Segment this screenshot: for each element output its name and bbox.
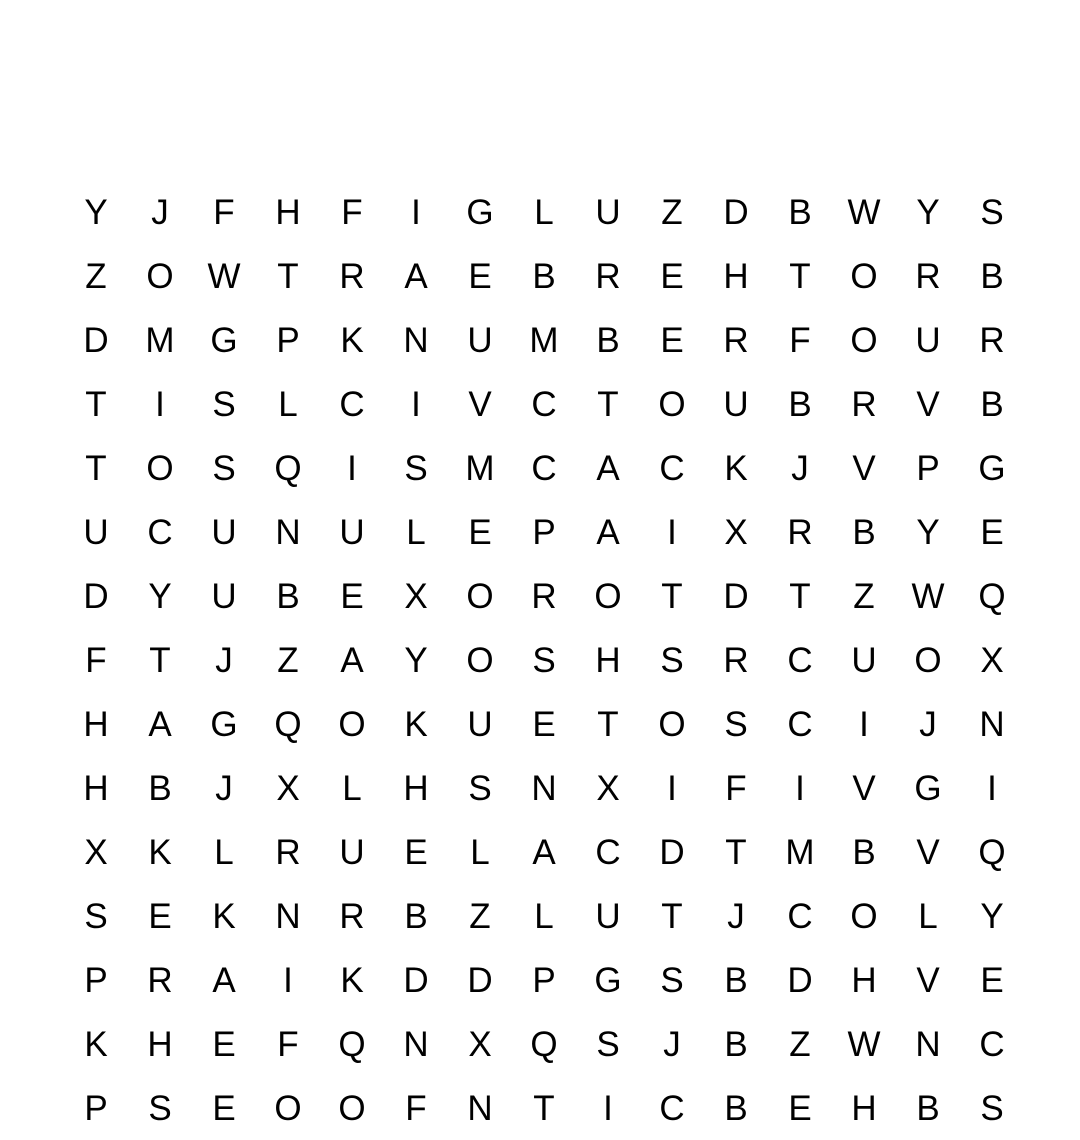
grid-cell[interactable]: I [347, 448, 357, 488]
grid-cell[interactable]: U [211, 576, 237, 616]
grid-cell[interactable]: T [661, 896, 683, 936]
grid-cell[interactable]: S [212, 448, 236, 488]
grid-cell[interactable]: C [595, 832, 621, 872]
grid-cell[interactable]: E [980, 960, 1004, 1000]
grid-cell[interactable]: K [84, 1024, 108, 1064]
grid-cell[interactable]: F [789, 320, 811, 360]
grid-cell[interactable]: G [466, 192, 494, 232]
grid-cell[interactable]: E [660, 256, 684, 296]
grid-cell[interactable]: F [405, 1088, 427, 1128]
grid-cell[interactable]: C [979, 1024, 1005, 1064]
grid-cell[interactable]: D [83, 320, 109, 360]
grid-cell[interactable]: Z [277, 640, 299, 680]
grid-cell[interactable]: H [147, 1024, 173, 1064]
grid-cell[interactable]: X [724, 512, 748, 552]
grid-cell[interactable]: U [339, 512, 365, 552]
grid-cell[interactable]: V [468, 384, 492, 424]
grid-cell[interactable]: I [667, 512, 677, 552]
grid-cell[interactable]: S [468, 768, 492, 808]
grid-cell[interactable]: D [403, 960, 429, 1000]
grid-cell[interactable]: G [914, 768, 942, 808]
grid-cell[interactable]: F [341, 192, 363, 232]
grid-cell[interactable]: N [275, 512, 301, 552]
grid-cell[interactable]: K [404, 704, 428, 744]
grid-cell[interactable]: J [215, 768, 233, 808]
grid-cell[interactable]: O [274, 1088, 302, 1128]
grid-cell[interactable]: B [404, 896, 428, 936]
grid-cell[interactable]: T [149, 640, 171, 680]
grid-cell[interactable]: M [145, 320, 175, 360]
grid-cell[interactable]: U [723, 384, 749, 424]
grid-cell[interactable]: C [787, 640, 813, 680]
grid-cell[interactable]: R [723, 320, 749, 360]
grid-cell[interactable]: A [212, 960, 236, 1000]
grid-cell[interactable]: I [411, 384, 421, 424]
grid-cell[interactable]: R [275, 832, 301, 872]
grid-cell[interactable]: Q [274, 704, 302, 744]
grid-cell[interactable]: K [340, 320, 364, 360]
grid-cell[interactable]: R [979, 320, 1005, 360]
grid-cell[interactable]: B [532, 256, 556, 296]
grid-cell[interactable]: O [466, 640, 494, 680]
grid-cell[interactable]: T [85, 448, 107, 488]
grid-cell[interactable]: I [795, 768, 805, 808]
grid-cell[interactable]: H [403, 768, 429, 808]
grid-cell[interactable]: K [148, 832, 172, 872]
grid-cell[interactable]: A [148, 704, 172, 744]
grid-cell[interactable]: L [406, 512, 426, 552]
grid-cell[interactable]: M [529, 320, 559, 360]
grid-cell[interactable]: G [594, 960, 622, 1000]
grid-cell[interactable]: C [339, 384, 365, 424]
grid-cell[interactable]: Q [274, 448, 302, 488]
grid-cell[interactable]: W [847, 192, 881, 232]
grid-cell[interactable]: G [978, 448, 1006, 488]
letter-grid[interactable] [64, 180, 1024, 1140]
grid-cell[interactable]: O [914, 640, 942, 680]
grid-cell[interactable]: U [467, 704, 493, 744]
grid-cell[interactable]: X [468, 1024, 492, 1064]
grid-cell[interactable]: B [788, 384, 812, 424]
grid-cell[interactable]: N [467, 1088, 493, 1128]
grid-cell[interactable]: T [85, 384, 107, 424]
grid-cell[interactable]: O [146, 448, 174, 488]
grid-cell[interactable]: X [276, 768, 300, 808]
grid-cell[interactable]: J [727, 896, 745, 936]
grid-cell[interactable]: C [787, 896, 813, 936]
grid-cell[interactable]: D [467, 960, 493, 1000]
grid-cell[interactable]: Z [661, 192, 683, 232]
grid-cell[interactable]: U [595, 192, 621, 232]
grid-cell[interactable]: R [339, 256, 365, 296]
grid-cell[interactable]: D [723, 192, 749, 232]
grid-cell[interactable]: T [597, 704, 619, 744]
grid-cell[interactable]: R [531, 576, 557, 616]
grid-cell[interactable]: P [532, 512, 556, 552]
grid-cell[interactable]: B [916, 1088, 940, 1128]
grid-cell[interactable]: O [146, 256, 174, 296]
grid-cell[interactable]: X [84, 832, 108, 872]
grid-cell[interactable]: E [980, 512, 1004, 552]
grid-cell[interactable]: Y [404, 640, 428, 680]
grid-cell[interactable]: J [663, 1024, 681, 1064]
grid-cell[interactable]: N [531, 768, 557, 808]
grid-cell[interactable]: S [980, 1088, 1004, 1128]
grid-cell[interactable]: I [987, 768, 997, 808]
grid-cell[interactable]: T [789, 576, 811, 616]
grid-cell[interactable]: O [594, 576, 622, 616]
grid-cell[interactable]: S [660, 640, 684, 680]
grid-cell[interactable]: B [852, 512, 876, 552]
grid-cell[interactable]: N [275, 896, 301, 936]
grid-cell[interactable]: U [595, 896, 621, 936]
grid-cell[interactable]: B [788, 192, 812, 232]
grid-cell[interactable]: Z [853, 576, 875, 616]
grid-cell[interactable]: Y [916, 192, 940, 232]
grid-cell[interactable]: Z [469, 896, 491, 936]
grid-cell[interactable]: D [787, 960, 813, 1000]
grid-cell[interactable]: S [660, 960, 684, 1000]
grid-cell[interactable]: B [724, 1088, 748, 1128]
grid-cell[interactable]: S [596, 1024, 620, 1064]
grid-cell[interactable]: R [595, 256, 621, 296]
grid-cell[interactable]: E [212, 1024, 236, 1064]
grid-cell[interactable]: V [916, 832, 940, 872]
grid-cell[interactable]: B [724, 960, 748, 1000]
grid-cell[interactable]: B [148, 768, 172, 808]
grid-cell[interactable]: T [277, 256, 299, 296]
grid-cell[interactable]: P [276, 320, 300, 360]
grid-cell[interactable]: I [859, 704, 869, 744]
grid-cell[interactable]: L [342, 768, 362, 808]
grid-cell[interactable]: L [918, 896, 938, 936]
grid-cell[interactable]: A [404, 256, 428, 296]
grid-cell[interactable]: M [465, 448, 495, 488]
grid-cell[interactable]: O [338, 704, 366, 744]
grid-cell[interactable]: Y [980, 896, 1004, 936]
grid-cell[interactable]: Q [530, 1024, 558, 1064]
grid-cell[interactable]: I [283, 960, 293, 1000]
grid-cell[interactable]: H [851, 1088, 877, 1128]
grid-cell[interactable]: W [847, 1024, 881, 1064]
grid-cell[interactable]: O [850, 320, 878, 360]
grid-cell[interactable]: F [213, 192, 235, 232]
grid-cell[interactable]: C [787, 704, 813, 744]
grid-cell[interactable]: S [532, 640, 556, 680]
grid-cell[interactable]: J [791, 448, 809, 488]
grid-cell[interactable]: U [339, 832, 365, 872]
grid-cell[interactable]: E [148, 896, 172, 936]
grid-cell[interactable]: I [667, 768, 677, 808]
grid-cell[interactable]: K [340, 960, 364, 1000]
grid-cell[interactable]: E [788, 1088, 812, 1128]
grid-cell[interactable]: K [724, 448, 748, 488]
grid-cell[interactable]: N [979, 704, 1005, 744]
grid-cell[interactable]: C [659, 448, 685, 488]
grid-cell[interactable]: I [155, 384, 165, 424]
grid-cell[interactable]: V [852, 768, 876, 808]
grid-cell[interactable]: T [725, 832, 747, 872]
grid-cell[interactable]: T [661, 576, 683, 616]
grid-cell[interactable]: F [277, 1024, 299, 1064]
grid-cell[interactable]: L [278, 384, 298, 424]
grid-cell[interactable]: V [852, 448, 876, 488]
grid-cell[interactable]: S [148, 1088, 172, 1128]
grid-cell[interactable]: H [83, 768, 109, 808]
grid-cell[interactable]: Z [789, 1024, 811, 1064]
grid-cell[interactable]: H [723, 256, 749, 296]
grid-cell[interactable]: B [852, 832, 876, 872]
grid-cell[interactable]: B [980, 256, 1004, 296]
grid-cell[interactable]: Y [148, 576, 172, 616]
grid-cell[interactable]: U [83, 512, 109, 552]
grid-cell[interactable]: U [211, 512, 237, 552]
grid-cell[interactable]: R [851, 384, 877, 424]
grid-cell[interactable]: F [85, 640, 107, 680]
grid-cell[interactable]: E [468, 256, 492, 296]
grid-cell[interactable]: X [596, 768, 620, 808]
grid-cell[interactable]: P [532, 960, 556, 1000]
grid-cell[interactable]: Q [978, 832, 1006, 872]
grid-cell[interactable]: O [466, 576, 494, 616]
grid-cell[interactable]: O [338, 1088, 366, 1128]
grid-cell[interactable]: V [916, 960, 940, 1000]
grid-cell[interactable]: E [468, 512, 492, 552]
grid-cell[interactable]: R [915, 256, 941, 296]
grid-cell[interactable]: R [147, 960, 173, 1000]
grid-cell[interactable]: T [597, 384, 619, 424]
grid-cell[interactable]: S [724, 704, 748, 744]
grid-cell[interactable]: F [725, 768, 747, 808]
grid-cell[interactable]: H [595, 640, 621, 680]
grid-cell[interactable]: A [596, 448, 620, 488]
grid-cell[interactable]: C [147, 512, 173, 552]
grid-cell[interactable]: Y [916, 512, 940, 552]
grid-cell[interactable]: R [723, 640, 749, 680]
grid-cell[interactable]: N [915, 1024, 941, 1064]
grid-cell[interactable]: S [980, 192, 1004, 232]
grid-cell[interactable]: J [919, 704, 937, 744]
grid-cell[interactable]: E [532, 704, 556, 744]
grid-cell[interactable]: Q [338, 1024, 366, 1064]
grid-cell[interactable]: E [340, 576, 364, 616]
grid-cell[interactable]: H [275, 192, 301, 232]
grid-cell[interactable]: I [603, 1088, 613, 1128]
grid-cell[interactable]: B [276, 576, 300, 616]
grid-cell[interactable]: P [84, 1088, 108, 1128]
grid-cell[interactable]: N [403, 1024, 429, 1064]
grid-cell[interactable]: W [911, 576, 945, 616]
grid-cell[interactable]: Q [978, 576, 1006, 616]
grid-cell[interactable]: A [596, 512, 620, 552]
grid-cell[interactable]: L [214, 832, 234, 872]
grid-cell[interactable]: L [534, 896, 554, 936]
grid-cell[interactable]: N [403, 320, 429, 360]
grid-cell[interactable]: O [658, 384, 686, 424]
grid-cell[interactable]: U [851, 640, 877, 680]
grid-cell[interactable]: C [659, 1088, 685, 1128]
grid-cell[interactable]: S [212, 384, 236, 424]
grid-cell[interactable]: A [532, 832, 556, 872]
grid-cell[interactable]: T [533, 1088, 555, 1128]
grid-cell[interactable]: O [658, 704, 686, 744]
grid-cell[interactable]: B [980, 384, 1004, 424]
grid-cell[interactable]: E [404, 832, 428, 872]
grid-cell[interactable]: G [210, 704, 238, 744]
grid-cell[interactable]: Y [84, 192, 108, 232]
grid-cell[interactable]: W [207, 256, 241, 296]
grid-cell[interactable]: Z [85, 256, 107, 296]
grid-cell[interactable]: T [789, 256, 811, 296]
grid-cell[interactable]: E [212, 1088, 236, 1128]
grid-cell[interactable]: X [980, 640, 1004, 680]
grid-cell[interactable]: L [534, 192, 554, 232]
grid-cell[interactable]: C [531, 384, 557, 424]
grid-cell[interactable]: P [916, 448, 940, 488]
grid-cell[interactable]: J [151, 192, 169, 232]
grid-cell[interactable]: R [787, 512, 813, 552]
grid-cell[interactable]: X [404, 576, 428, 616]
grid-cell[interactable]: U [467, 320, 493, 360]
grid-cell[interactable]: C [531, 448, 557, 488]
grid-cell[interactable]: M [785, 832, 815, 872]
grid-cell[interactable]: K [212, 896, 236, 936]
grid-cell[interactable]: S [84, 896, 108, 936]
grid-cell[interactable]: S [404, 448, 428, 488]
grid-cell[interactable]: A [340, 640, 364, 680]
grid-cell[interactable]: V [916, 384, 940, 424]
grid-cell[interactable]: D [723, 576, 749, 616]
grid-cell[interactable]: L [470, 832, 490, 872]
grid-cell[interactable]: H [851, 960, 877, 1000]
grid-cell[interactable]: B [724, 1024, 748, 1064]
grid-cell[interactable]: R [339, 896, 365, 936]
grid-cell[interactable]: O [850, 896, 878, 936]
grid-cell[interactable]: E [660, 320, 684, 360]
grid-cell[interactable]: I [411, 192, 421, 232]
grid-cell[interactable]: H [83, 704, 109, 744]
grid-cell[interactable]: D [83, 576, 109, 616]
grid-cell[interactable]: D [659, 832, 685, 872]
grid-cell[interactable]: O [850, 256, 878, 296]
grid-cell[interactable]: U [915, 320, 941, 360]
grid-cell[interactable]: G [210, 320, 238, 360]
grid-cell[interactable]: J [215, 640, 233, 680]
grid-cell[interactable]: P [84, 960, 108, 1000]
grid-cell[interactable]: B [596, 320, 620, 360]
